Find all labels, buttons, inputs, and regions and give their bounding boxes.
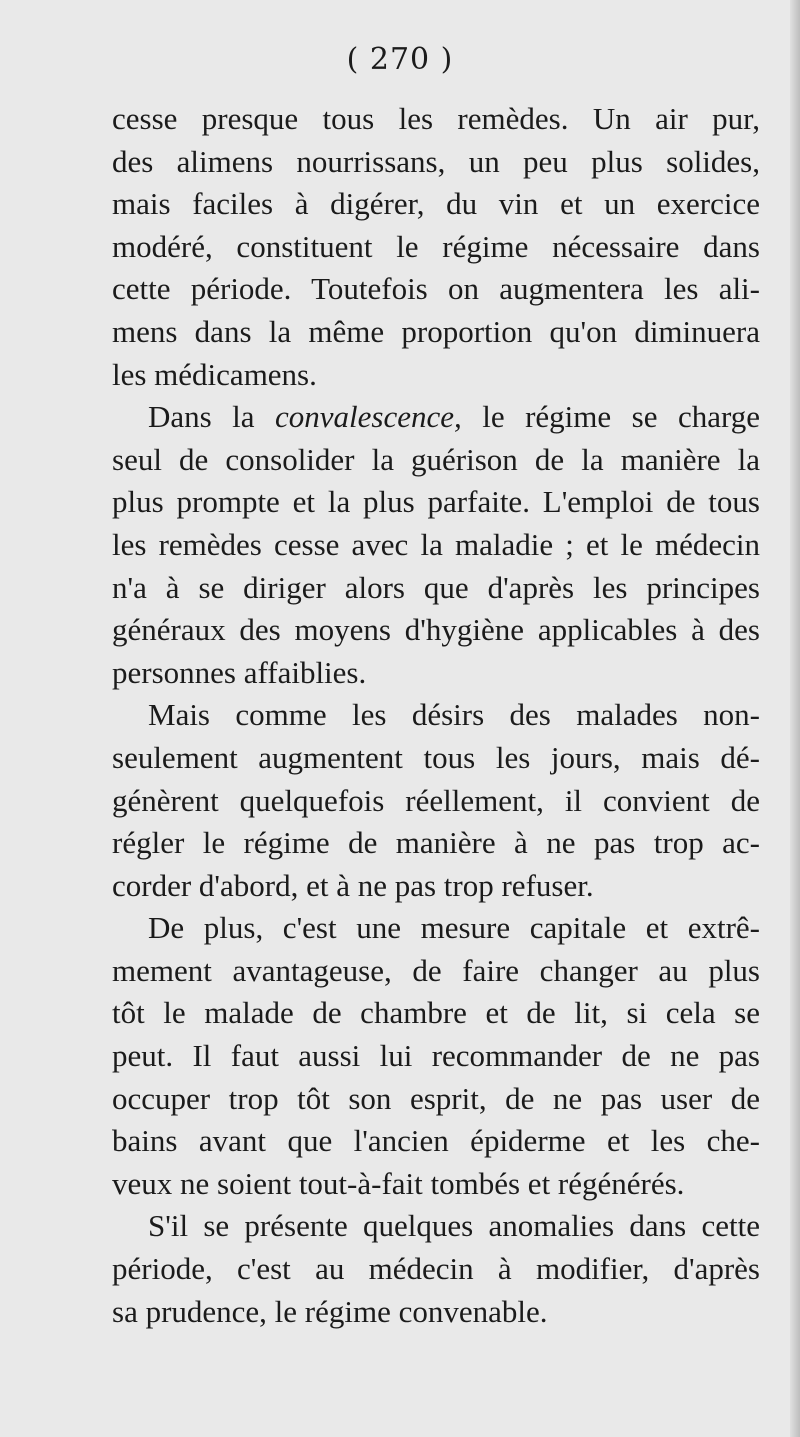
text-line: des alimens nourrissans, un peu plus solides, (112, 143, 760, 179)
text-line: mens dans la même proportion qu'on diminuera (112, 313, 760, 349)
text-run: Dans la (148, 399, 276, 435)
text-line: corder d'abord, et à ne pas trop refuser. (112, 867, 594, 903)
text-line: mement avantageuse, de faire changer au plus (112, 952, 760, 988)
text-line: seulement augmentent tous les jours, mais dé- (112, 739, 760, 775)
text-line: veux ne soient tout-à-fait tombés et régénérés. (112, 1165, 685, 1201)
text-line: personnes affaiblies. (112, 654, 367, 690)
page-edge (790, 0, 800, 1437)
page-number: ( 270 ) (346, 42, 454, 77)
text-line (112, 396, 760, 439)
text-line: modéré, constituent le régime nécessaire dans (112, 228, 760, 264)
text-line: S'il se présente quelques anomalies dans cette (148, 1208, 760, 1244)
paragraph-3 (112, 694, 760, 907)
text-line: les médicamens. (112, 356, 317, 392)
paragraph-2 (112, 396, 760, 694)
text-line: bains avant que l'ancien épiderme et les che- (112, 1123, 760, 1159)
text-line: seul de consolider la guérison de la manière la (112, 441, 760, 477)
text-run: le régime se charge (461, 399, 760, 435)
text-line: génèrent quelquefois réellement, il convient de (112, 782, 760, 818)
text-line: cette période. Toutefois on augmentera les ali- (112, 271, 760, 307)
paragraph-1 (112, 98, 760, 396)
text-line: plus prompte et la plus parfaite. L'emploi de tous (112, 484, 760, 520)
paragraph-5 (112, 1205, 760, 1333)
body-text (112, 98, 760, 1333)
text-line: tôt le malade de chambre et de lit, si cela se (112, 995, 760, 1031)
text-line: peut. Il faut aussi lui recommander de ne pas (112, 1038, 760, 1074)
text-line: occuper trop tôt son esprit, de ne pas user de (112, 1080, 760, 1116)
text-line: généraux des moyens d'hygiène applicables à des (112, 612, 760, 648)
text-line: n'a à se diriger alors que d'après les principes (112, 569, 760, 605)
text-line: régler le régime de manière à ne pas trop ac- (112, 825, 760, 861)
text-line: Mais comme les désirs des malades non- (148, 697, 760, 733)
text-line: période, c'est au médecin à modifier, d'après (112, 1251, 760, 1287)
text-line: cesse presque tous les remèdes. Un air pur, (112, 101, 760, 136)
paragraph-4 (112, 907, 760, 1205)
text-line: De plus, c'est une mesure capitale et extrê- (148, 910, 760, 946)
italic-term: convalescence, (275, 399, 462, 435)
text-line: sa prudence, le régime convenable. (112, 1293, 548, 1329)
text-line: mais faciles à digérer, du vin et un exercice (112, 186, 760, 222)
text-line: les remèdes cesse avec la maladie ; et le médecin (112, 526, 760, 562)
